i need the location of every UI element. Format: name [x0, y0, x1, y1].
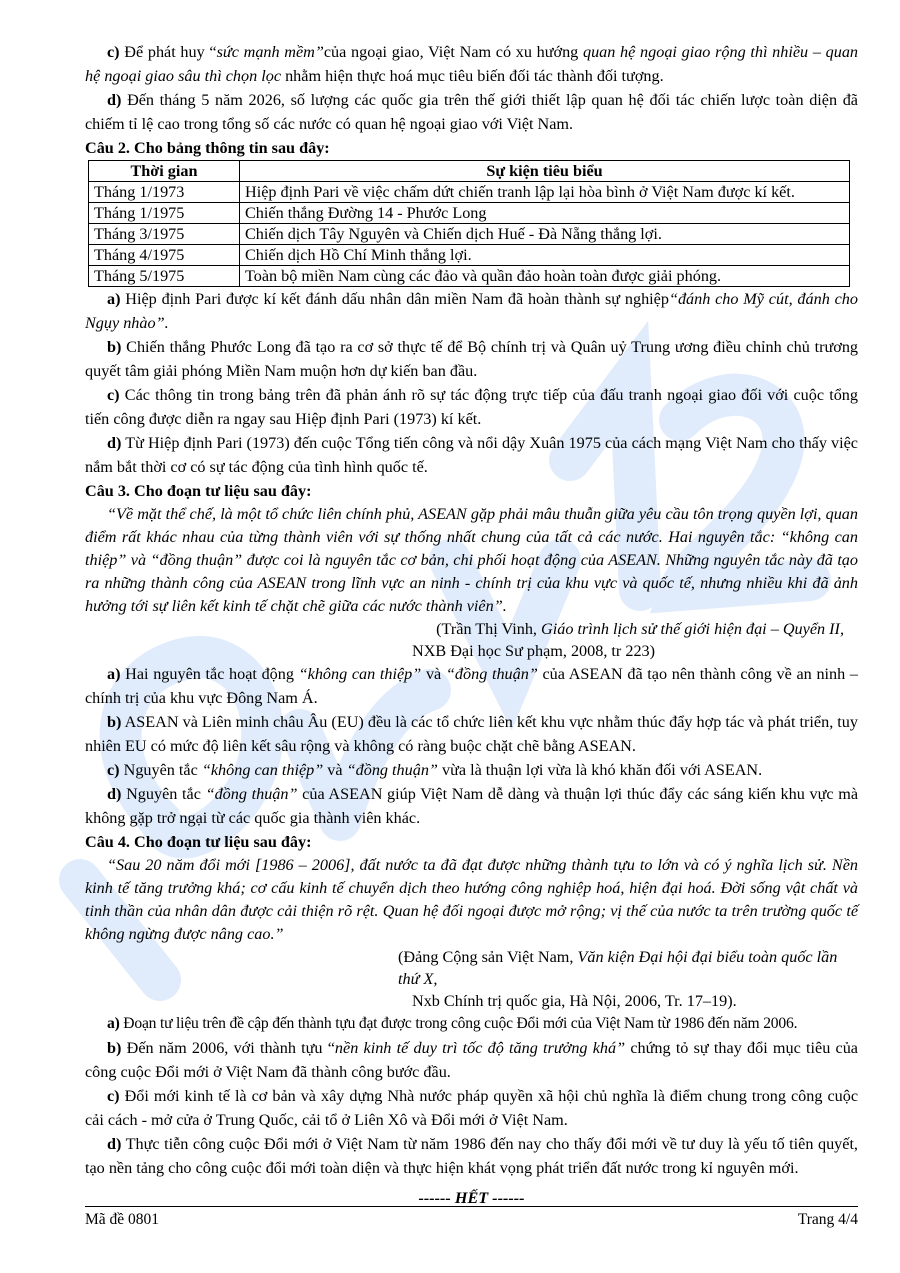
table-row — [89, 224, 850, 245]
q3-option-a: a) Hai nguyên tắc hoạt động “không can thiệp” và “đồng thuận” của ASEAN đã tạo nên thành công về an ninh – chính trị của khu vực Đông Nam Á. — [85, 665, 858, 707]
table-row — [89, 245, 850, 266]
cell-event: Chiến thắng Đường 14 - Phước Long — [240, 203, 850, 224]
cell-event: Chiến dịch Hồ Chí Minh thắng lợi. — [240, 245, 850, 266]
q1-option-d: d) Đến tháng 5 năm 2026, số lượng các quốc gia trên thế giới thiết lập quan hệ đối tác chiến lược toàn diện đã chiếm tỉ lệ cao trong tổng số các nước có quan hệ ngoại giao với Việt Nam. — [85, 91, 858, 133]
exam-code: Mã đề 0801 — [85, 1211, 160, 1228]
q4-heading: Câu 4. Cho đoạn tư liệu sau đây: — [85, 833, 312, 851]
q4-source-publisher: Nxb Chính trị quốc gia, Hà Nội, 2006, Tr. 17–19). — [412, 992, 737, 1010]
page-number: Trang 4/4 — [797, 1211, 858, 1228]
q2-heading: Câu 2. Cho bảng thông tin sau đây: — [85, 139, 330, 157]
q3-source-publisher: NXB Đại học Sư phạm, 2008, tr 223) — [412, 642, 656, 660]
q3-source: (Trần Thị Vinh, Giáo trình lịch sử thế giới hiện đại – Quyển II, — [436, 620, 844, 638]
q2-option-d: d) Từ Hiệp định Pari (1973) đến cuộc Tổng tiến công và nổi dậy Xuân 1975 của cách mạng Việt Nam cho thấy việc nắm bắt thời cơ có sự tác động của tình hình quốc tế. — [85, 434, 858, 476]
cell-time: Tháng 1/1975 — [89, 203, 240, 224]
q1-option-c: c) Để phát huy “sức mạnh mềm”của ngoại giao, Việt Nam có xu hướng quan hệ ngoại giao rộng thì nhiều – quan hệ ngoại giao sâu thì chọn lọc nhằm hiện thực hoá mục tiêu biến đối tác thành đối tượng. — [85, 43, 859, 85]
q2-option-c: c) Các thông tin trong bảng trên đã phản ánh rõ sự tác động trực tiếp của đấu tranh ngoại giao đối với cuộc tổng tiến công được diễn ra ngay sau Hiệp định Pari (1973) kí kết. — [85, 386, 858, 428]
q4-quote: “Sau 20 năm đổi mới [1986 – 2006], đất nước ta đã đạt được những thành tựu to lớn và có ý nghĩa lịch sử. Nền kinh tế tăng trưởng khá; cơ cấu kinh tế chuyển dịch theo hướng công nghiệp hoá, hiện đại hoá. Đời sống vật chất và tinh thần của nhân dân được cải thiện rõ rệt. Quan hệ đối ngoại được mở rộng; vị thế của nước ta trên trường quốc tế không ngừng được nâng cao.” — [85, 856, 858, 943]
col-event-header: Sự kiện tiêu biểu — [240, 161, 850, 182]
q4-option-a: a) Đoạn tư liệu trên đề cập đến thành tựu đạt được trong công cuộc Đổi mới của Việt Nam từ 1986 đến năm 2006. — [107, 1015, 798, 1032]
page-content — [85, 40, 858, 1210]
q3-heading: Câu 3. Cho đoạn tư liệu sau đây: — [85, 482, 312, 500]
table-row — [89, 182, 850, 203]
q3-option-b: b) ASEAN và Liên minh châu Âu (EU) đều là các tổ chức liên kết khu vực nhằm thúc đẩy hợp tác và phát triển, tuy nhiên EU có mức độ liên kết sâu rộng và không có ràng buộc chặt chẽ bằng ASEAN. — [85, 713, 858, 755]
q3-option-c: c) Nguyên tắc “không can thiệp” và “đồng thuận” vừa là thuận lợi vừa là khó khăn đối với ASEAN. — [107, 761, 763, 779]
end-mark: ------ HẾT ------ — [418, 1189, 525, 1207]
table-row — [89, 203, 850, 224]
q2-option-b: b) Chiến thắng Phước Long đã tạo ra cơ sở thực tế để Bộ chính trị và Quân uỷ Trung ương điều chỉnh chủ trương quyết tâm giải phóng Miền Nam muộn hơn dự kiến ban đầu. — [85, 338, 859, 380]
q4-option-c: c) Đổi mới kinh tế là cơ bản và xây dựng Nhà nước pháp quyền xã hội chủ nghĩa là điểm chung trong công cuộc cải cách - mở cửa ở Trung Quốc, cải tổ ở Liên Xô và Đổi mới ở Việt Nam. — [85, 1087, 859, 1129]
table-header-row — [89, 161, 850, 182]
q4-source: (Đảng Cộng sản Việt Nam, Văn kiện Đại hội đại biểu toàn quốc lần thứ X, — [398, 948, 838, 988]
cell-time: Tháng 1/1973 — [89, 182, 240, 203]
q4-option-b: b) Đến năm 2006, với thành tựu “nền kinh tế duy trì tốc độ tăng trưởng khá” chứng tỏ sự thay đổi mục tiêu của công cuộc Đổi mới ở Việt Nam đã thành công bước đầu. — [85, 1039, 858, 1081]
col-time-header: Thời gian — [89, 161, 240, 182]
q2-option-a: a) Hiệp định Pari được kí kết đánh dấu nhân dân miền Nam đã hoàn thành sự nghiệp“đánh cho Mỹ cút, đánh cho Ngụy nhào”. — [85, 290, 858, 332]
cell-event: Toàn bộ miền Nam cùng các đảo và quần đảo hoàn toàn được giải phóng. — [240, 266, 850, 287]
cell-time: Tháng 3/1975 — [89, 224, 240, 245]
page-footer — [85, 1206, 858, 1229]
q4-option-d: d) Thực tiễn công cuộc Đổi mới ở Việt Nam từ năm 1986 đến nay cho thấy đổi mới về tư duy là yếu tố tiên quyết, tạo nền tảng cho công cuộc đổi mới toàn diện và thực hiện khát vọng phát triển đất nước trong kỉ nguyên mới. — [85, 1135, 858, 1177]
cell-event: Chiến dịch Tây Nguyên và Chiến dịch Huế - Đà Nẵng thắng lợi. — [240, 224, 850, 245]
cell-time: Tháng 5/1975 — [89, 266, 240, 287]
cell-event: Hiệp định Pari về việc chấm dứt chiến tranh lập lại hòa bình ở Việt Nam được kí kết. — [240, 182, 850, 203]
q3-quote: “Về mặt thể chế, là một tổ chức liên chính phủ, ASEAN gặp phải mâu thuẫn giữa yêu cầu tôn trọng quyền lợi, quan điểm rất khác nhau của từng thành viên với sự thống nhất chung của tất cả các nước. Hai nguyên tắc: “không can thiệp” và “đồng thuận” được coi là nguyên tắc cơ bản, chi phối hoạt động của ASEAN. Những nguyên tắc này đã tạo ra những thành công của ASEAN trong lĩnh vực an ninh - chính trị của khu vực và quốc tế, nhưng nhiều khi đã ảnh hưởng tới sự liên kết kinh tế chặt chẽ giữa các nước thành viên”. — [85, 505, 858, 615]
q3-option-d: d) Nguyên tắc “đồng thuận” của ASEAN giúp Việt Nam dễ dàng và thuận lợi thúc đẩy các sáng kiến khu vực mà không gặp trở ngại từ các quốc gia thành viên khác. — [85, 785, 858, 827]
q2-events-table — [88, 160, 850, 287]
table-row — [89, 266, 850, 287]
cell-time: Tháng 4/1975 — [89, 245, 240, 266]
